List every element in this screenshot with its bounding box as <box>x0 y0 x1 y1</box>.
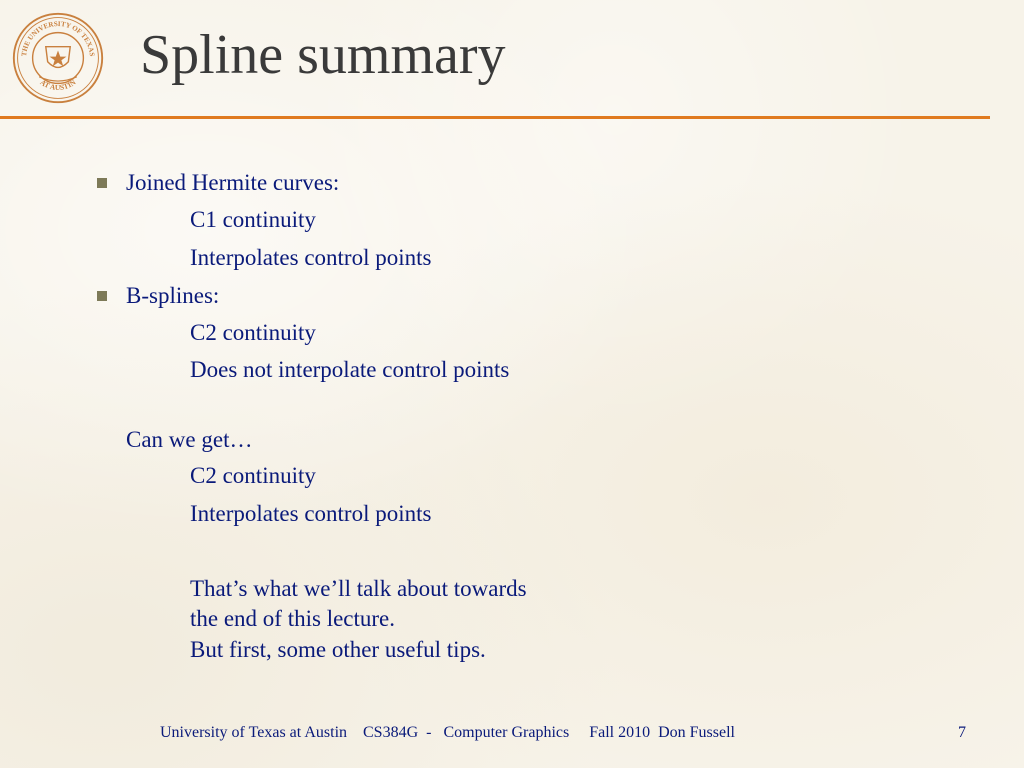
sub-item: C1 continuity <box>190 207 316 232</box>
closing-line: That’s what we’ll talk about towards <box>190 576 527 601</box>
sub-item: Does not interpolate control points <box>190 357 510 382</box>
slide-title: Spline summary <box>140 24 506 86</box>
sub-item: Interpolates control points <box>190 245 432 270</box>
svg-text:THE UNIVERSITY OF TEXAS: THE UNIVERSITY OF TEXAS <box>20 19 96 57</box>
closing-line: But first, some other useful tips. <box>190 637 486 662</box>
closing-line: the end of this lecture. <box>190 606 396 631</box>
sub-item: C2 continuity <box>190 463 316 488</box>
bullet-item: B-splines: <box>126 283 220 308</box>
bullet-marker-icon <box>97 291 107 301</box>
sub-item: Interpolates control points <box>190 501 432 526</box>
question-line: Can we get… <box>126 427 253 452</box>
sub-item: C2 continuity <box>190 320 316 345</box>
page-number: 7 <box>958 724 966 741</box>
bullet-item: Joined Hermite curves: <box>126 170 340 195</box>
bullet-marker-icon <box>97 178 107 188</box>
title-divider <box>0 116 990 119</box>
university-seal-logo <box>11 11 105 105</box>
footer-text: University of Texas at Austin CS384G - Computer Graphics Fall 2010 Don Fussell <box>160 724 735 741</box>
svg-text:AT AUSTIN: AT AUSTIN <box>38 77 78 92</box>
